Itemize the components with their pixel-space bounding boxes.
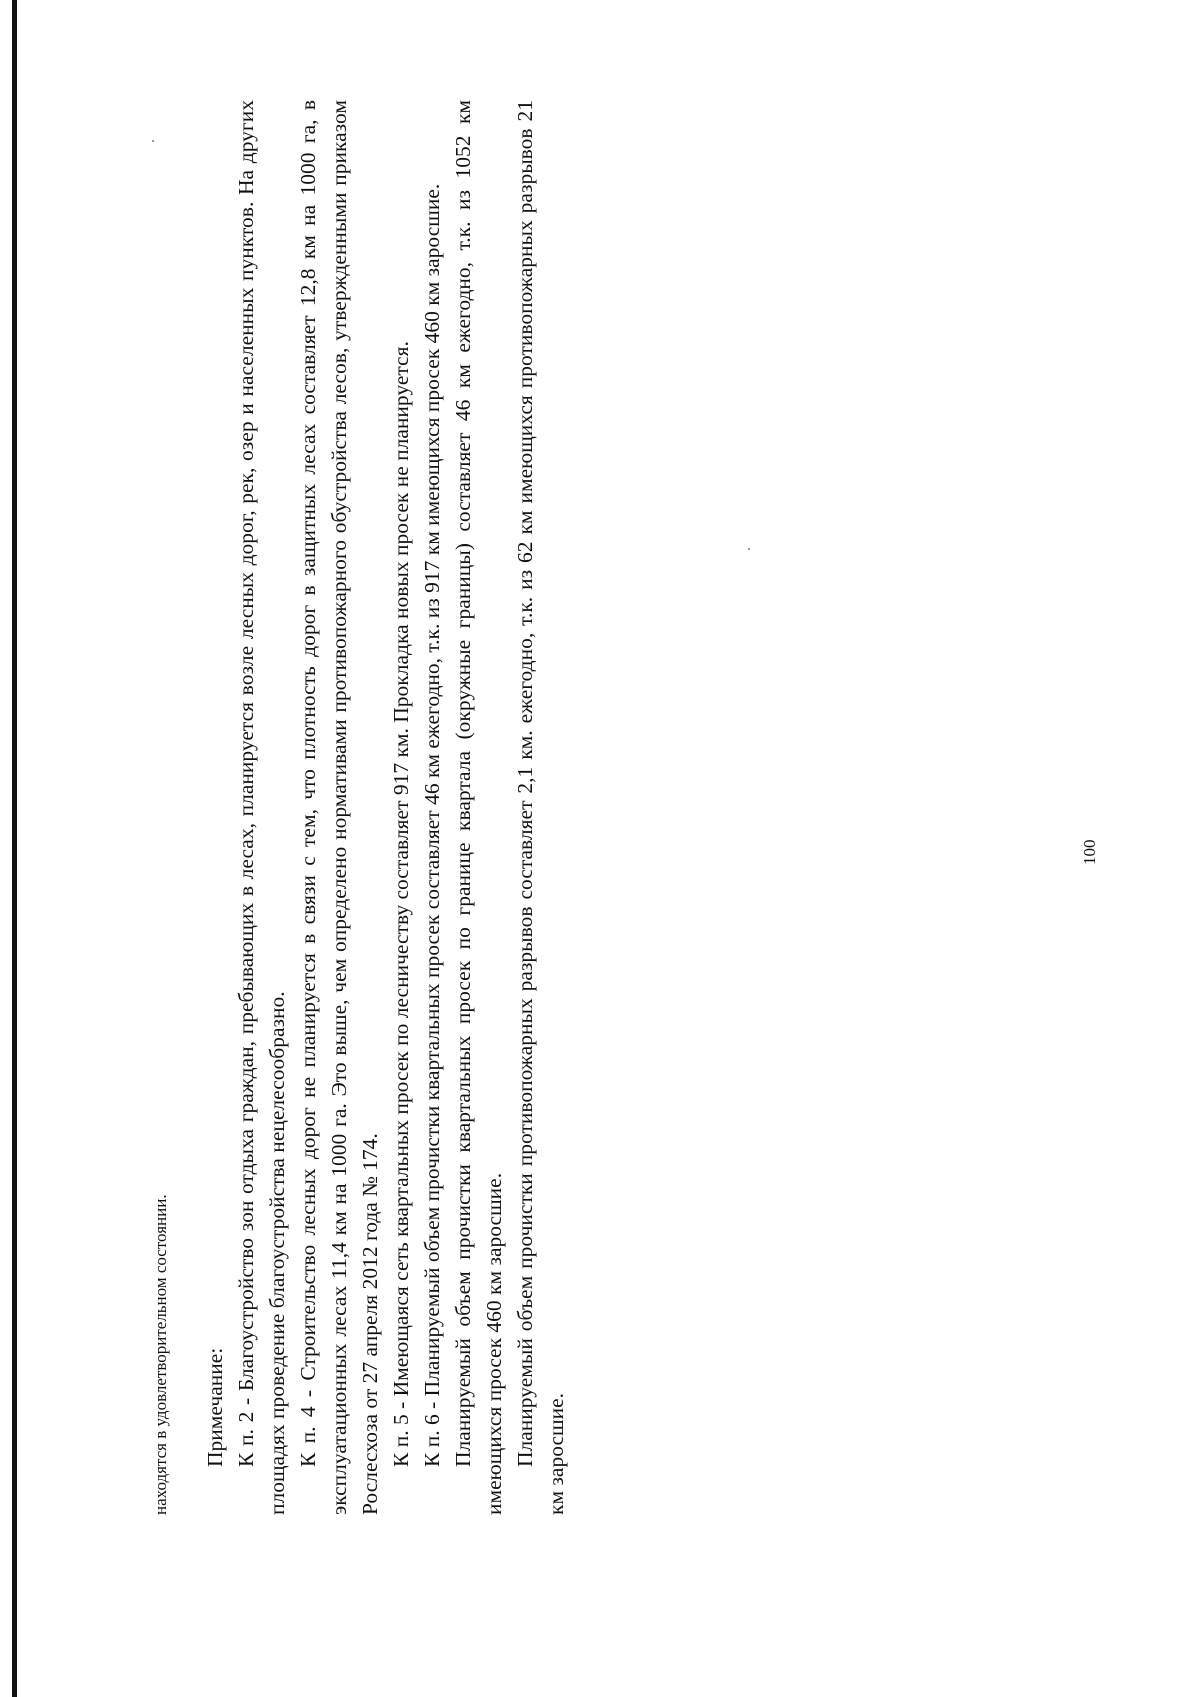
note-heading: Примечание: <box>203 1347 227 1467</box>
page-number: 100 <box>1080 839 1099 865</box>
rotated-page-content <box>150 15 650 1515</box>
note-paragraph: К п. 4 - Строительство лесных дорог не планируется в связи с тем, что плотность дорог в защитных лесах составляет 12,8 км на 1000 га, в эксплуатационных лесах 11,4 км на 1000 га. Это выше, чем определено нормативами противопожарного обустройства лесов, утвержденными приказом Рослесхоза от 27 апреля 2012 года № 174. <box>296 100 382 1515</box>
note-paragraph: Планируемый объем прочистки квартальных просек по границе квартала (окружные границы) составляет 46 км ежегодно, т.к. из 1052 км имеющихся просек 460 км заросшие. <box>451 100 506 1515</box>
note-paragraph: К п. 2 - Благоустройство зон отдыха граждан, пребывающих в лесах, планируется возле лесных дорог, рек, озер и населенных пунктов. На других площадях проведение благоустройства нецелесообразно. <box>234 100 289 1515</box>
scan-edge-bar <box>12 0 17 1697</box>
notes-section <box>200 100 572 1515</box>
note-paragraph: Планируемый объем прочистки противопожарных разрывов составляет 2,1 км. ежегодно, т.к. из 62 км имеющихся противопожарных разрывов 21 км заросшие. <box>513 100 568 1515</box>
continuation-line: находятся в удовлетворительном состоянии. <box>151 1194 170 1515</box>
scan-speck <box>748 548 750 550</box>
note-paragraph: К п. 6 - Планируемый объем прочистки квартальных просек составляет 46 км ежегодно, т.к. из 917 км имеющихся просек 460 км заросшие. <box>420 183 444 1467</box>
note-paragraph: К п. 5 - Имеющаяся сеть квартальных просек по лесничеству составляет 917 км. Прокладка новых просек не планируется. <box>389 341 413 1467</box>
